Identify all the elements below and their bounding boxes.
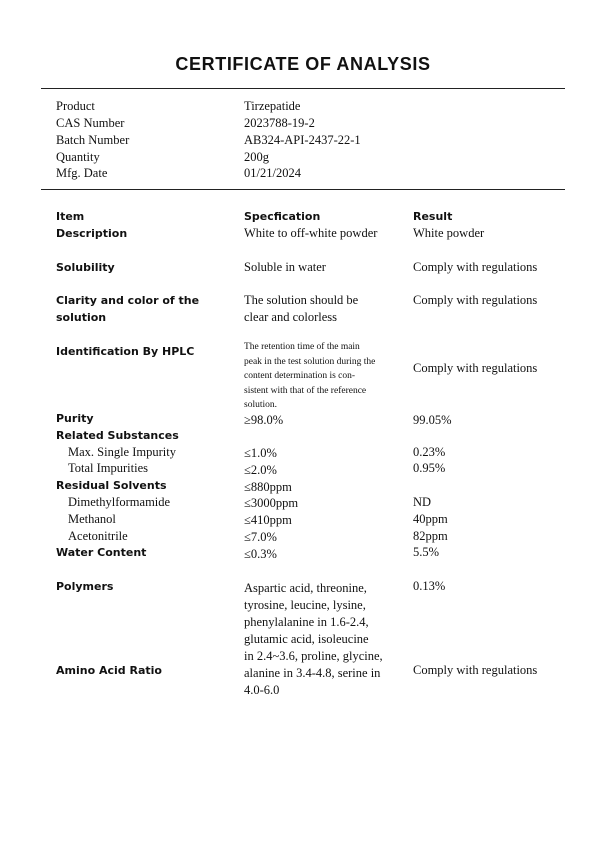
item-methanol: Methanol <box>68 512 116 526</box>
info-value-batch: AB324-API-2437-22-1 <box>244 133 361 147</box>
result-clarity: Comply with regulations <box>413 293 538 307</box>
info-value-cas: 2023788-19-2 <box>244 116 315 130</box>
item-clarity-line-1: Clarity and color of the <box>56 294 200 307</box>
result-purity: 99.05% <box>413 413 452 427</box>
item-acetonitrile: Acetonitrile <box>68 529 128 543</box>
info-value-quantity: 200g <box>244 150 269 164</box>
item-max-single-impurity: Max. Single Impurity <box>68 445 176 459</box>
item-purity: Purity <box>56 412 94 425</box>
item-total-impurities: Total Impurities <box>68 461 149 475</box>
result-description: White powder <box>413 226 485 240</box>
item-polymers: Polymers <box>56 580 114 593</box>
spec-dimethylformamide: ≤3000ppm <box>244 496 299 510</box>
spec-hplc-line-1: The retention time of the main <box>244 342 360 352</box>
top-divider <box>41 88 565 89</box>
spec-amino-line-4: glutamic acid, isoleucine <box>244 632 369 646</box>
spec-residual-solvents: ≤880ppm <box>244 480 292 494</box>
result-total-impurities: 0.95% <box>413 461 446 475</box>
spec-methanol: ≤410ppm <box>244 513 292 527</box>
spec-description: White to off-white powder <box>244 226 378 240</box>
info-divider <box>41 189 565 190</box>
info-label-quantity: Quantity <box>56 150 100 164</box>
spec-amino-line-5: in 2.4~3.6, proline, glycine, <box>244 649 383 663</box>
item-hplc: Identification By HPLC <box>56 345 195 358</box>
result-dimethylformamide: ND <box>413 495 432 509</box>
result-solubility: Comply with regulations <box>413 260 538 274</box>
spec-water-content: ≤0.3% <box>244 547 277 561</box>
spec-clarity-line-2: clear and colorless <box>244 310 338 324</box>
result-polymers: 0.13% <box>413 579 446 593</box>
spec-hplc-line-5: solution. <box>244 400 277 410</box>
header-specification: Specfication <box>244 210 321 223</box>
spec-acetonitrile: ≤7.0% <box>244 530 277 544</box>
item-amino-acid-ratio: Amino Acid Ratio <box>56 664 162 677</box>
result-acetonitrile: 82ppm <box>413 529 448 543</box>
spec-amino-line-1: Aspartic acid, threonine, <box>244 581 367 595</box>
info-label-product: Product <box>56 99 95 113</box>
spec-amino-line-6: alanine in 3.4-4.8, serine in <box>244 666 381 680</box>
spec-amino-line-2: tyrosine, leucine, lysine, <box>244 598 366 612</box>
item-dimethylformamide: Dimethylformamide <box>68 495 171 509</box>
spec-hplc-line-4: sistent with that of the reference <box>244 385 367 396</box>
item-water-content: Water Content <box>56 546 147 559</box>
result-amino-acid-ratio: Comply with regulations <box>413 663 538 677</box>
item-related-substances: Related Substances <box>56 429 179 442</box>
item-solubility: Solubility <box>56 261 115 274</box>
item-residual-solvents: Residual Solvents <box>56 479 167 492</box>
spec-max-single-impurity: ≤1.0% <box>244 446 277 460</box>
spec-total-impurities: ≤2.0% <box>244 463 277 477</box>
info-label-mfg-date: Mfg. Date <box>56 166 108 180</box>
info-value-mfg-date: 01/21/2024 <box>244 166 301 180</box>
result-hplc: Comply with regulations <box>413 361 538 375</box>
result-max-single-impurity: 0.23% <box>413 445 446 459</box>
header-result: Result <box>413 210 453 223</box>
info-value-product: Tirzepatide <box>244 99 301 113</box>
spec-amino-line-7: 4.0-6.0 <box>244 683 280 697</box>
spec-hplc-line-2: peak in the test solution during the <box>244 356 376 367</box>
spec-hplc-line-3: content determination is con- <box>244 371 356 381</box>
spec-amino-line-3: phenylalanine in 1.6-2.4, <box>244 615 369 629</box>
page-title: CERTIFICATE OF ANALYSIS <box>175 54 431 74</box>
result-water-content: 5.5% <box>413 545 440 559</box>
result-methanol: 40ppm <box>413 512 448 526</box>
spec-purity: ≥98.0% <box>244 413 284 427</box>
item-description: Description <box>56 227 128 240</box>
spec-clarity-line-1: The solution should be <box>244 293 359 307</box>
item-clarity-line-2: solution <box>56 311 107 324</box>
spec-solubility: Soluble in water <box>244 260 326 274</box>
info-label-cas: CAS Number <box>56 116 125 130</box>
info-label-batch: Batch Number <box>56 133 130 147</box>
header-item: Item <box>56 210 85 223</box>
